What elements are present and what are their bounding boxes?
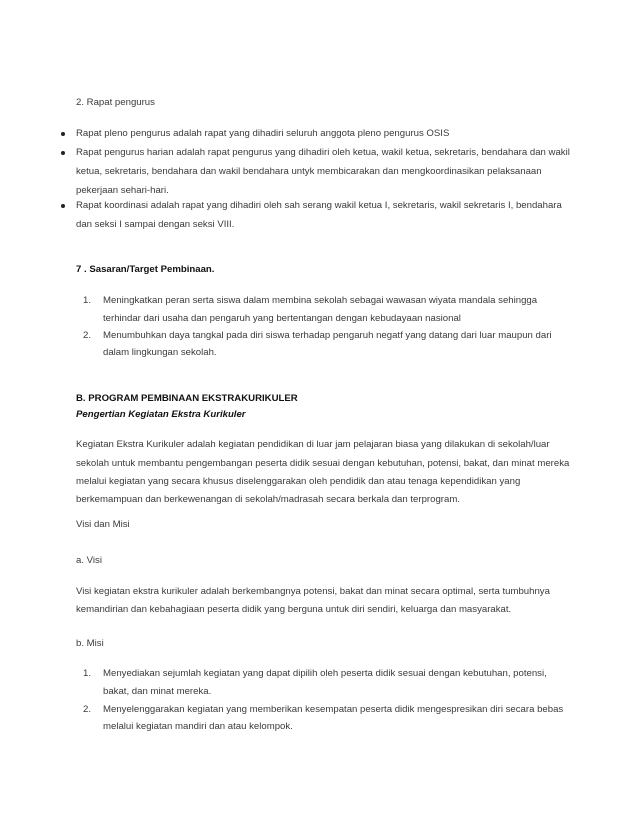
rapat-bullet-3-line2: dan seksi I sampai dengan seksi VIII. xyxy=(76,219,235,230)
program-paragraph-line3: melalui kegiatan yang secara khusus diselenggarakan oleh pendidik dan atau tenaga kependidikan yang xyxy=(76,476,521,487)
visi-misi-title: Visi dan Misi xyxy=(76,519,130,530)
rapat-bullet-2-line3: pekerjaan sehari-hari. xyxy=(76,185,169,196)
visi-label: a. Visi xyxy=(76,555,102,566)
bullet-dot xyxy=(61,204,65,208)
visi-line2: kemandirian dan kebahagiaan peserta didik yang berguna untuk diri sendiri, keluarga dan masyarakat. xyxy=(76,604,512,615)
misi-item-2-line2: melalui kegiatan mandiri dan atau kelompok. xyxy=(103,721,293,732)
rapat-bullet-2-line1: Rapat pengurus harian adalah rapat pengurus yang dihadiri oleh ketua, wakil ketua, sekretaris, bendahara dan wakil xyxy=(76,147,570,158)
misi-item-1-num: 1. xyxy=(83,668,92,679)
sasaran-item-2-line2: dalam lingkungan sekolah. xyxy=(103,347,217,358)
program-paragraph-line4: berkemampuan dan berkewenangan di sekolah/madrasah secara berkala dan terprogram. xyxy=(76,494,460,505)
program-paragraph-line1: Kegiatan Ekstra Kurikuler adalah kegiatan pendidikan di luar jam pelajaran biasa yang dilakukan di sekolah/luar xyxy=(76,439,550,450)
visi-line1: Visi kegiatan ekstra kurikuler adalah berkembangnya potensi, bakat dan minat secara optimal, serta tumbuhnya xyxy=(76,586,550,597)
sasaran-item-2-num: 2. xyxy=(83,330,92,341)
rapat-bullet-1: Rapat pleno pengurus adalah rapat yang dihadiri seluruh anggota pleno pengurus OSIS xyxy=(76,128,450,139)
sasaran-item-1-line2: terhindar dari usaha dan pengaruh yang bertentangan dengan kebudayaan nasional xyxy=(103,313,461,324)
program-heading: B. PROGRAM PEMBINAAN EKSTRAKURIKULER xyxy=(76,393,298,404)
misi-item-2-num: 2. xyxy=(83,704,92,715)
misi-item-1-line2: bakat, dan minat mereka. xyxy=(103,686,212,697)
rapat-bullet-3-line1: Rapat koordinasi adalah rapat yang dihadiri oleh sah serang wakil ketua I, sekretaris, wakil sekretaris I, bendahara xyxy=(76,200,562,211)
rapat-bullet-2-line2: ketua, sekretaris, bendahara dan wakil bendahara untyk membicarakan dan mengkoordinasikan pelaksanaan xyxy=(76,166,542,177)
sasaran-item-1-num: 1. xyxy=(83,295,92,306)
misi-item-2-line1: Menyelenggarakan kegiatan yang memberikan kesempatan peserta didik mengespresikan diri secara bebas xyxy=(103,704,564,715)
program-paragraph-line2: sekolah untuk membantu pengembangan peserta didik sesuai dengan kebutuhan, potensi, bakat, dan minat mereka xyxy=(76,458,570,469)
sasaran-item-1-line1: Meningkatkan peran serta siswa dalam membina sekolah sebagai wawasan wiyata mandala sehingga xyxy=(103,295,538,306)
program-subheading: Pengertian Kegiatan Ekstra Kurikuler xyxy=(76,409,246,420)
rapat-heading: 2. Rapat pengurus xyxy=(76,97,155,108)
bullet-dot xyxy=(61,151,65,155)
misi-label: b. Misi xyxy=(76,638,104,649)
sasaran-heading: 7 . Sasaran/Target Pembinaan. xyxy=(76,264,215,275)
bullet-dot xyxy=(61,132,65,136)
misi-item-1-line1: Menyediakan sejumlah kegiatan yang dapat dipilih oleh peserta didik sesuai dengan kebutuhan, potensi, xyxy=(103,668,547,679)
sasaran-item-2-line1: Menumbuhkan daya tangkal pada diri siswa terhadap pengaruh negatf yang datang dari luar maupun dari xyxy=(103,330,552,341)
